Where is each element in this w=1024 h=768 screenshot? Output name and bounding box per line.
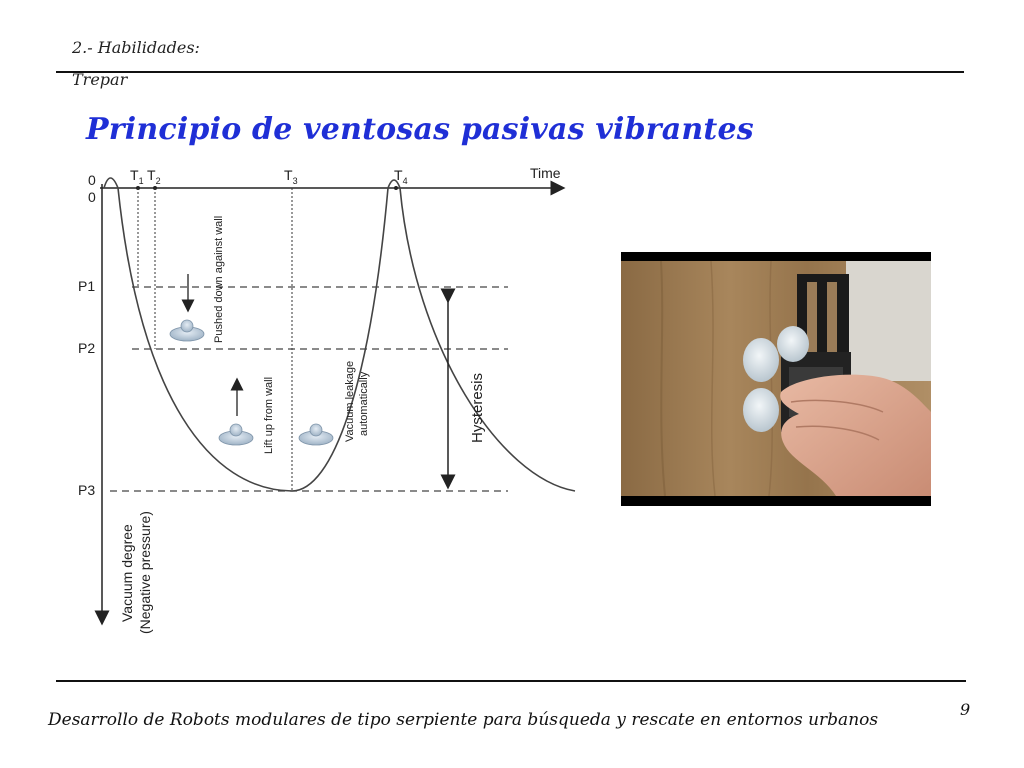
lift-up-label: Lift up from wall xyxy=(263,376,275,454)
p2-label: P2 xyxy=(78,340,96,356)
suction-cup-icon xyxy=(219,424,253,445)
footer-text: Desarrollo de Robots modulares de tipo serpiente para búsqueda y rescate en entornos urbanos xyxy=(48,710,879,730)
vacuum-hysteresis-diagram xyxy=(70,158,590,648)
p3-label: P3 xyxy=(78,482,96,498)
y-axis-label-2: (Negative pressure) xyxy=(137,511,153,634)
pushed-down-label: Pushed down against wall xyxy=(213,215,225,343)
time-axis-label: Time xyxy=(530,165,561,181)
p1-label: P1 xyxy=(78,278,96,294)
t4-label: $T_4$ xyxy=(394,167,408,186)
t4-marker xyxy=(394,186,398,190)
vacuum-leakage-label: Vacuum leakage xyxy=(344,360,356,442)
top-divider xyxy=(56,71,964,73)
t2-label: $T_2$ xyxy=(147,167,161,186)
suction-cup-upper xyxy=(743,338,779,382)
page-number: 9 xyxy=(960,700,971,719)
vacuum-leakage-label-2: automatically xyxy=(358,371,370,436)
section-title: 2.- Habilidades: xyxy=(72,38,200,57)
bottom-divider xyxy=(56,680,966,682)
suction-cup-icon xyxy=(299,424,333,445)
section-subtitle: Trepar xyxy=(72,70,128,89)
y-axis-label: Vacuum degree xyxy=(119,524,135,622)
robot-suction-photo xyxy=(621,252,931,506)
suction-cup-lower xyxy=(743,388,779,432)
suction-cup-icon xyxy=(170,320,204,341)
hysteresis-label: Hysteresis xyxy=(469,372,486,443)
suction-cup-middle xyxy=(777,326,809,362)
origin-label-top: 0 xyxy=(88,172,96,188)
t1-label: $T_1$ xyxy=(130,167,144,186)
slide-title: Principio de ventosas pasivas vibrantes xyxy=(86,112,754,147)
origin-label-bottom: 0 xyxy=(88,189,96,205)
t3-label: $T_3$ xyxy=(284,167,298,186)
